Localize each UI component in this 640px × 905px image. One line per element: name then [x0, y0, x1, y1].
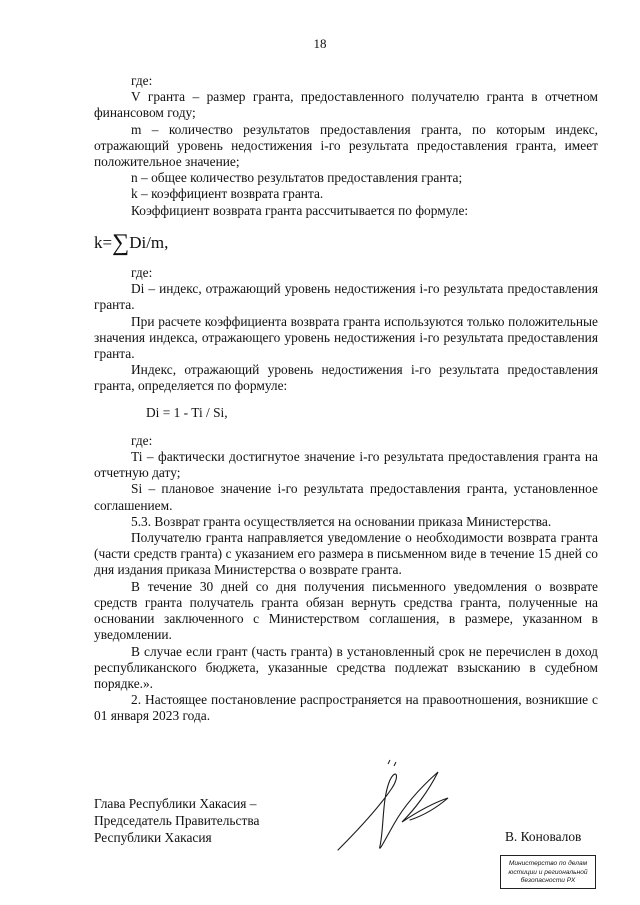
formula-k	[94, 219, 598, 265]
stamp-line: безопасности РХ	[520, 877, 576, 885]
positive-values-paragraph: При расчете коэффициента возврата гранта используются только положительные значения индекса, отражающего уровень недостижения i-го результата предоставления гранта.	[94, 313, 598, 362]
stamp-line: юстиции и региональной	[508, 868, 588, 876]
stamp-line: Министерство по делам	[508, 860, 588, 867]
signatory-title	[94, 795, 259, 846]
signatory-title-line: Председатель Правительства	[94, 813, 260, 828]
handwritten-signature	[330, 758, 470, 858]
sum-symbol: ∑	[112, 229, 130, 256]
definition-v: V гранта – размер гранта, предоставленного получателю гранта в отчетном финансовом году;	[94, 89, 598, 121]
di-formula-intro: Индекс, отражающий уровень недостижения i-го результата предоставления гранта, определяется по формуле:	[94, 362, 598, 394]
definition-n: n – общее количество результатов предоставления гранта;	[131, 170, 463, 186]
definition-ti: Ti – фактически достигнутое значение i-го результата предоставления гранта на отчетную дату;	[94, 449, 598, 481]
formula-k-left: k=	[94, 232, 113, 252]
definition-di: Di – индекс, отражающий уровень недостижения i-го результата предоставления гранта.	[94, 281, 598, 313]
notice-paragraph: Получателю гранта направляется уведомление о необходимости возврата гранта (части средств гранта) с указанием его размера в письменном виде в течение 15 дней со дня издания приказа Министерства о возврате гранта.	[94, 530, 598, 578]
court-recovery-paragraph: В случае если грант (часть гранта) в установленный срок не перечислен в доход республиканского бюджета, указанные средства подлежат взысканию в судебном порядке.».	[94, 643, 598, 691]
where-label: где:	[131, 73, 153, 88]
thirty-days-paragraph: В течение 30 дней со дня получения письменного уведомления о возврате средств гранта получатель гранта обязан вернуть средства гранта, полученные на основании заключенного с Министерством соглашения, в размере, указанном в уведомлении.	[94, 578, 598, 643]
definition-k: k – коэффициент возврата гранта.	[131, 186, 324, 202]
where-label: где:	[131, 265, 153, 281]
definition-si: Si – плановое значение i-го результата предоставления гранта, установленное соглашением.	[94, 481, 598, 513]
document-body	[94, 73, 598, 725]
registration-stamp	[500, 855, 596, 889]
where-label: где:	[131, 432, 153, 448]
page-number: 18	[313, 36, 327, 51]
formula-k-right: Di/m,	[129, 232, 169, 252]
definition-m: m – количество результатов предоставления гранта, по которым индекс, отражающий уровень недостижения i-го результата предоставления гранта, имеет положительное значение;	[94, 121, 598, 170]
formula-di: Di = 1 - Ti / Si,	[146, 404, 228, 420]
signatory-title-line: Республики Хакасия	[94, 830, 212, 845]
signatory-name: В. Коновалов	[505, 829, 582, 844]
signatory-title-line: Глава Республики Хакасия –	[94, 796, 257, 811]
clause-2: 2. Настоящее постановление распространяется на правоотношения, возникшие с 01 января 2023 года.	[94, 692, 598, 724]
clause-5-3: 5.3. Возврат гранта осуществляется на основании приказа Министерства.	[131, 513, 552, 529]
k-formula-intro: Коэффициент возврата гранта рассчитывается по формуле:	[131, 202, 469, 218]
